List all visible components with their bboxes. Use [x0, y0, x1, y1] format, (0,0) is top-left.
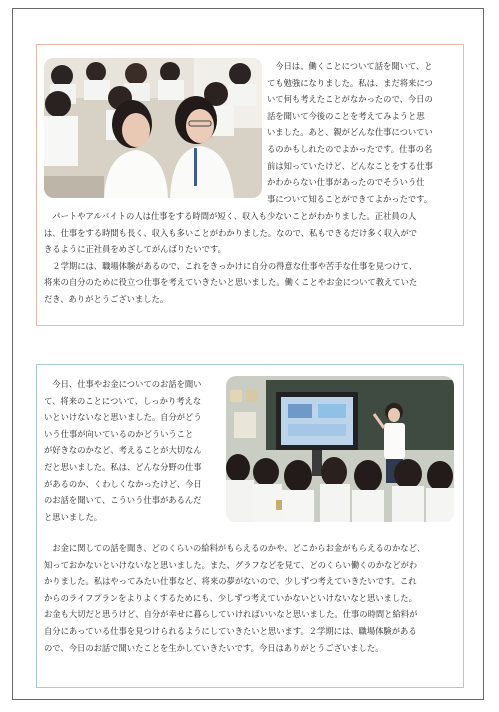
essay-2-body-text: お金に関しての話を聞き、どのくらいの給料がもらえるのかや、どこからお金がもらえるのかなど、 知っておかないといけないなと思いました。また、グラフなどを見て、どのくらい働くのかなどがわ かりました。私はやってみたい仕事など、将来の夢がないので、少しずつ考えていきたいです。これ からのライフプランをよりよくするためにも、少しずつ考えていかないといけないなと思いました。 お金も大切だと思うけど、自分が幸せに暮らしていければいいなと思いました。仕事の時間と給料が 自分にあっている仕事を見つけられるようにしていきたいと思います。２学期には、職場体験がある ので、今日のお話で聞いたことを生かしていきたいです。今日はありがとうございました。: [44, 543, 426, 653]
students-listening-photo: [44, 58, 262, 198]
essay-2-intro-text: 今日、仕事やお金についてのお話を聞い て、将来のことについて、しっかり考えな いといけないなと思いました。自分がどう いう仕事が向いているのかどういうこと が好きなのかなど、考えることが大切なん だと思いました。私は、どんな分野の仕事 があるのか、くわしくなかったけど、今日 のお話を聞いて、こういう仕事があるんだ と思いました。: [44, 379, 202, 522]
essay-1-body-text: パートやアルバイトの人は仕事をする時間が短く、収入も少ないことがわかりました。正社員の人 は、仕事をする時間も長く、収入も多いことがわかりました。なので、私もできるだけ多く収入がで きるように正社員をめざしてがんばりたいです。 ２学期には、職場体験があるので、これをきっかけに自分の得意な仕事や苦手な仕事を見つけて、 将来の自分のために役立つ仕事を考えていきたいと思いました。働くことやお金について教えていた だき、ありがとうございました。: [44, 211, 418, 304]
classroom-presentation-photo: [226, 376, 454, 522]
essay-1-intro-text: 今日は、働くことについて話を聞いて、と ても勉強になりました。私は、まだ将来につ いて何も考えたことがなかったので、今日の 話を聞いて今後のことを考えてみようと思 いました。あと、親がどんな仕事についてい るのかもしれたのでよかったです。仕事の名 前は知っていたけど、どんなことをする仕事 かわからない仕事があったのでそういう仕 事について知ることができてよかったです。: [267, 61, 433, 204]
